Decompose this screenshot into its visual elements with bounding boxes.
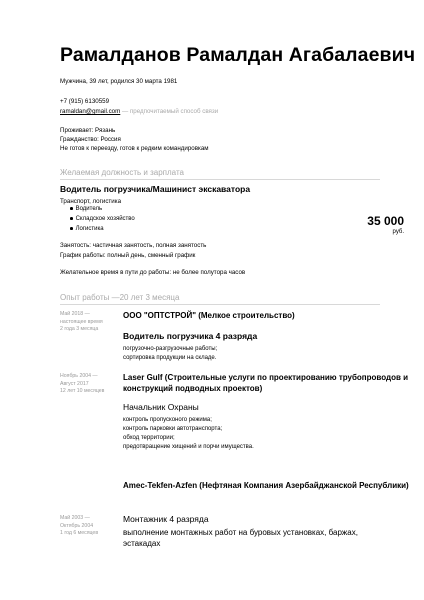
salary: 35 000 — [367, 214, 404, 228]
bullet-icon — [70, 217, 73, 220]
company-name: Laser Gulf (Строительные услуги по проектированию трубопроводов и конструкций подводных проектов) — [123, 373, 409, 393]
specialization-list — [70, 204, 135, 234]
job-position: Начальник Охраны — [123, 402, 199, 412]
bullet-icon — [70, 207, 73, 210]
job-position: Водитель погрузчика 4 разряда — [123, 331, 258, 341]
relocation: Не готов к переезду, готов к редким командировкам — [60, 145, 209, 152]
desired-section-title: Желаемая должность и зарплата — [60, 168, 184, 177]
desired-position-title: Водитель погрузчика/Машинист экскаватора — [60, 184, 251, 194]
bullet-icon — [70, 227, 73, 230]
job-description: погрузочно-разгрузочные работы; сортировка продукции на складе. — [123, 346, 218, 361]
email-row — [60, 107, 218, 116]
list-item: Логистика — [70, 224, 135, 234]
job-description: выполнение монтажных работ на буровых установках, баржах, эстакадах — [123, 528, 358, 548]
experience-section-title: Опыт работы —20 лет 3 месяца — [60, 293, 180, 302]
email-link[interactable]: ramaldan@gmail.com — [60, 108, 121, 115]
preferred-contact-note: — предпочитаемый способ связи — [122, 108, 219, 115]
job-position: Монтажник 4 разряда — [123, 514, 209, 524]
job-period: Май 2018 — настоящее время 2 года 3 месяца — [60, 311, 103, 332]
company-name: Amec-Tekfen-Azfen (Нефтяная Компания Азербайджанской Республики) — [123, 481, 409, 490]
phone[interactable]: +7 (915) 6130559 — [60, 98, 110, 105]
professional-field: Транспорт, логистика — [60, 198, 122, 205]
residence: Проживает: Рязань — [60, 127, 116, 134]
job-period: Май 2003 — Октябрь 2004 1 год 6 месяцев — [60, 515, 99, 536]
demographics: Мужчина, 39 лет, родился 30 марта 1981 — [60, 78, 178, 85]
salary-currency: руб. — [392, 229, 404, 235]
commute-time: Желательное время в пути до работы: не более полутора часов — [60, 269, 246, 276]
company-name: ООО "ОПТСТРОЙ" (Мелкое строительство) — [123, 311, 295, 320]
job-period: Ноябрь 2004 — Август 2017 12 лет 10 месяцев — [60, 373, 105, 394]
citizenship: Гражданство: Россия — [60, 136, 121, 143]
list-item: Водитель — [70, 204, 135, 214]
job-description: контроль пропусконого режима; контроль парковки автотранспорта; обход территории; предотвращение хищений и порчи имущества. — [123, 417, 254, 450]
employment-type: Занятость: частичная занятость, полная занятость — [60, 242, 207, 249]
section-divider — [60, 179, 380, 180]
list-item: Складское хозяйство — [70, 214, 135, 224]
work-schedule: График работы: полный день, сменный график — [60, 252, 196, 259]
candidate-name: Рамалданов Рамалдан Агабалаевич — [60, 44, 416, 66]
section-divider — [60, 304, 380, 305]
